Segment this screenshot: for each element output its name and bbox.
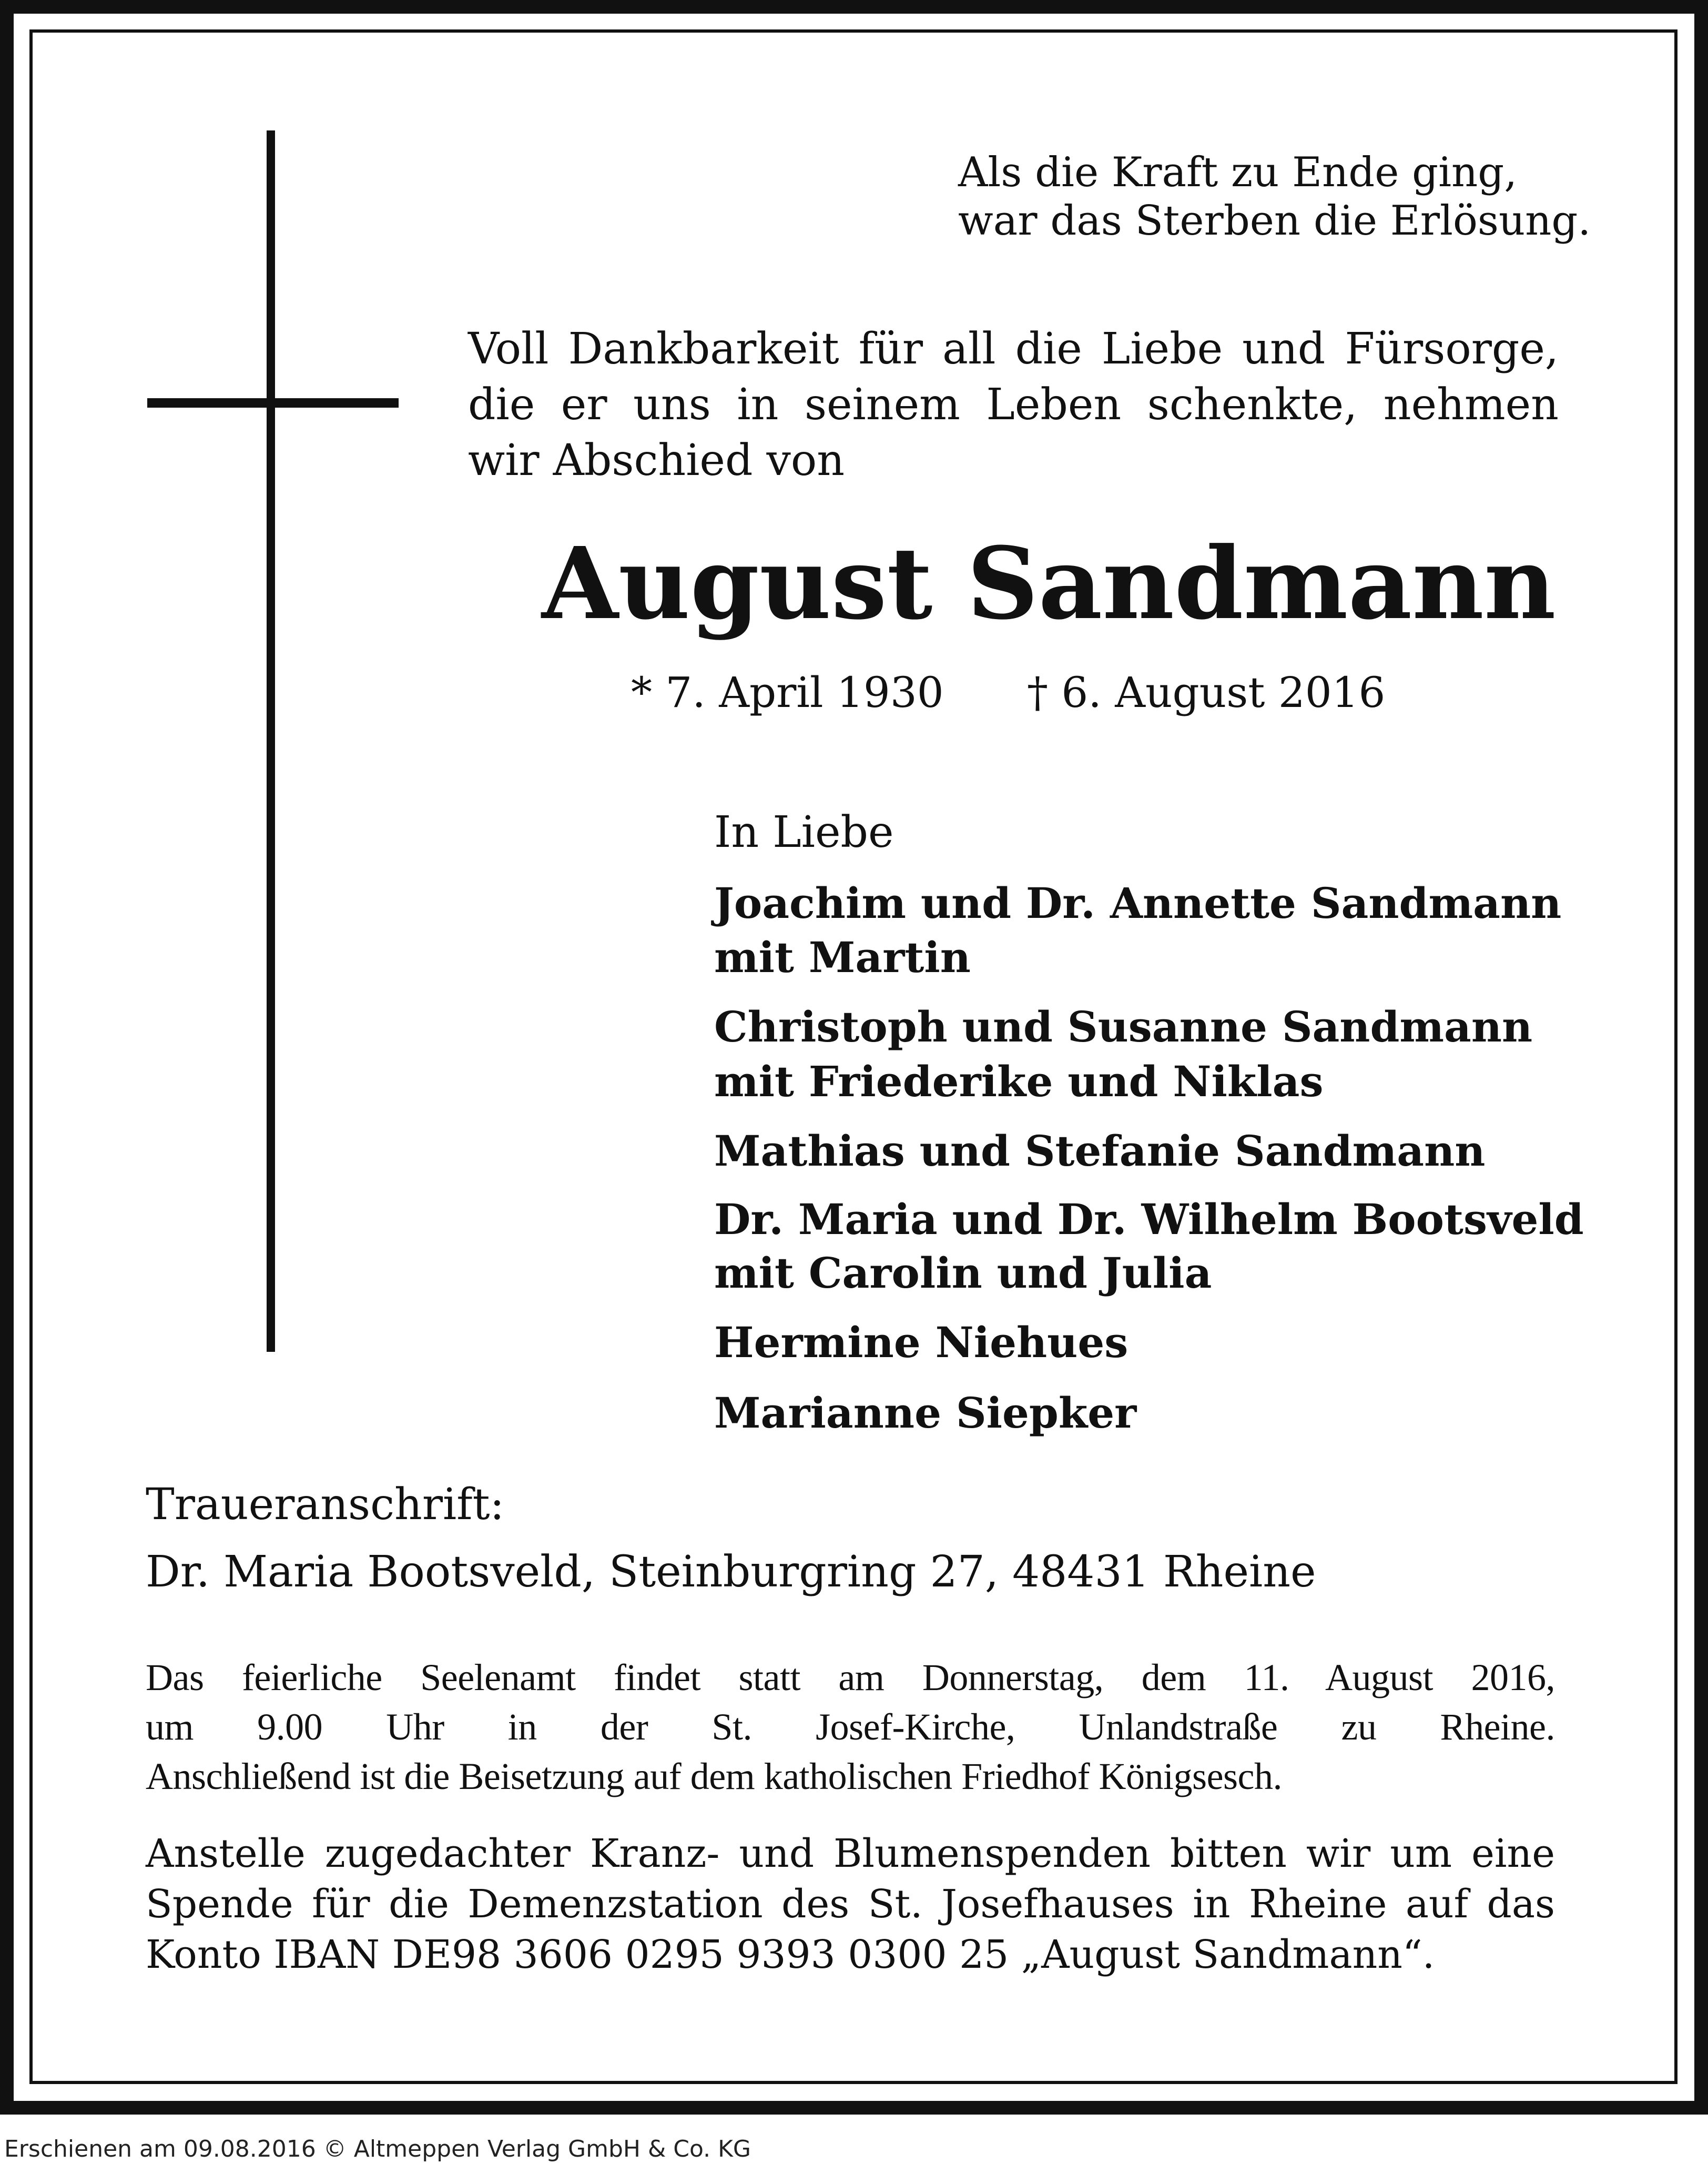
- mourner-line-8: Hermine Niehues: [714, 1318, 1128, 1367]
- mourner-line-2: mit Martin: [714, 933, 971, 982]
- mourner-line-5: Mathias und Stefanie Sandmann: [714, 1126, 1486, 1176]
- service-line-2: um 9.00 Uhr in der St. Josef-Kirche, Unlandstraße zu Rheine.: [146, 1706, 1555, 1748]
- donation-line-3: Konto IBAN DE98 3606 0295 9393 0300 25 „August Sandmann“.: [146, 1932, 1435, 1977]
- in-liebe-label: In Liebe: [714, 807, 894, 857]
- birth-date: * 7. April 1930: [631, 668, 944, 717]
- service-line-3: Anschließend ist die Beisetzung auf dem katholischen Friedhof Königsesch.: [146, 1755, 1283, 1797]
- mourner-line-6: Dr. Maria und Dr. Wilhelm Bootsveld: [714, 1195, 1584, 1244]
- mourner-line-3: Christoph und Susanne Sandmann: [714, 1002, 1533, 1051]
- mourner-line-1: Joachim und Dr. Annette Sandmann: [714, 878, 1562, 928]
- intro-line-2: die er uns in seinem Leben schenkte, nehmen: [468, 380, 1559, 430]
- address-line: Dr. Maria Bootsveld, Steinburgring 27, 48431 Rheine: [146, 1547, 1316, 1597]
- address-label: Traueranschrift:: [146, 1480, 505, 1530]
- donation-line-1: Anstelle zugedachter Kranz- und Blumenspenden bitten wir um eine: [146, 1831, 1555, 1876]
- mourner-line-4: mit Friederike und Niklas: [714, 1057, 1324, 1106]
- motto-line-1: Als die Kraft zu Ende ging,: [958, 149, 1518, 196]
- service-line-1: Das feierliche Seelenamt findet statt am Donnerstag, dem 11. August 2016,: [146, 1656, 1555, 1698]
- cross-icon-vertical-bar: [267, 130, 275, 1352]
- motto-line-2: war das Sterben die Erlösung.: [958, 197, 1591, 245]
- intro-line-3: wir Abschied von: [468, 436, 845, 486]
- death-date: † 6. August 2016: [1027, 668, 1386, 717]
- deceased-name: August Sandmann: [542, 525, 1556, 642]
- mourner-line-9: Marianne Siepker: [714, 1388, 1137, 1438]
- publication-footer: Erschienen am 09.08.2016 © Altmeppen Verlag GmbH & Co. KG: [4, 2136, 751, 2162]
- donation-line-2: Spende für die Demenzstation des St. Josefhauses in Rheine auf das: [146, 1882, 1555, 1927]
- cross-icon-horizontal-bar: [147, 398, 399, 408]
- intro-line-1: Voll Dankbarkeit für all die Liebe und Fürsorge,: [468, 324, 1559, 374]
- mourner-line-7: mit Carolin und Julia: [714, 1248, 1212, 1298]
